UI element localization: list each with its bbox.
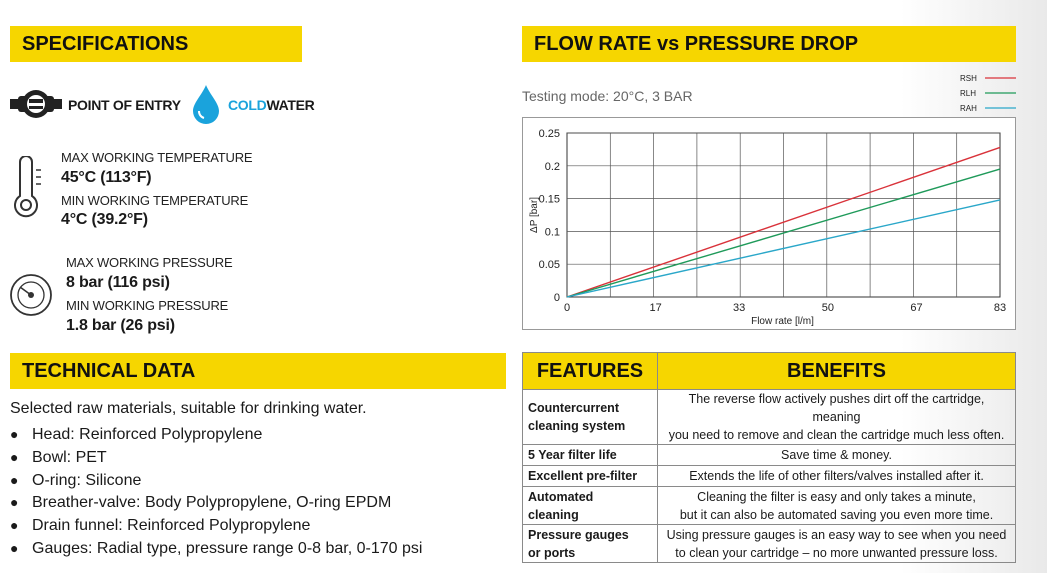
y-tick-label: 0.25	[538, 128, 560, 140]
table-row	[523, 487, 1016, 525]
y-tick-label: 0.15	[538, 193, 560, 206]
bullet-icon: ●	[10, 426, 19, 442]
bullet-icon: ●	[10, 539, 19, 556]
min-pressure-value: 1.8 bar (26 psi)	[66, 317, 175, 334]
bullet-icon: ●	[10, 448, 19, 465]
feature-line: Countercurrent	[528, 401, 619, 415]
features-header: FEATURES	[523, 353, 658, 390]
y-tick-label: 0.05	[538, 259, 560, 272]
list-item-text: Bowl: PET	[32, 448, 107, 466]
table-row	[523, 390, 1016, 445]
table-row	[523, 466, 1016, 487]
point-of-entry-label: POINT OF ENTRY	[68, 97, 181, 113]
bullet-icon: ●	[10, 517, 19, 534]
max-pressure-value: 8 bar (116 psi)	[66, 274, 170, 291]
feature-cell	[523, 487, 658, 525]
max-pressure-label: MAX WORKING PRESSURE	[66, 255, 233, 270]
benefit-line: to clean your cartridge – no more unwanted pressure loss.	[675, 545, 998, 560]
feature-cell	[523, 525, 658, 563]
feature-line: cleaning	[528, 507, 579, 522]
list-item-text: O-ring: Silicone	[32, 471, 142, 489]
benefit-line: Cleaning the filter is easy and only takes a minute,	[697, 489, 976, 504]
benefit-line: Using pressure gauges is an easy way to see when you need	[666, 527, 1007, 542]
benefit-line: Extends the life of other filters/valves installed after it.	[689, 469, 984, 483]
feature-line: cleaning system	[528, 419, 626, 433]
list-item-text: Gauges: Radial type, pressure range 0-8 bar, 0-170 psi	[32, 539, 423, 557]
technical-intro: Selected raw materials, suitable for drinking water.	[10, 400, 367, 417]
benefit-cell	[658, 466, 1016, 487]
technical-list	[10, 423, 422, 560]
feature-line: 5 Year filter life	[528, 448, 617, 462]
benefit-cell	[658, 390, 1016, 445]
min-pressure-label: MIN WORKING PRESSURE	[66, 298, 229, 313]
benefits-header: BENEFITS	[658, 353, 1016, 390]
x-axis-label: Flow rate [l/m]	[751, 316, 814, 327]
y-tick-label: 0	[553, 292, 560, 304]
benefit-cell	[658, 487, 1016, 525]
table-row	[523, 445, 1016, 466]
x-tick-label: 83	[993, 302, 1007, 314]
technical-data-heading: TECHNICAL DATA	[10, 353, 506, 389]
benefit-line: Save time & money.	[781, 448, 892, 462]
feature-cell	[523, 445, 658, 466]
benefit-line: but it can also be automated saving you even more time.	[679, 507, 994, 522]
benefit-cell	[658, 445, 1016, 466]
min-temp-value: 4°C (39.2°F)	[61, 211, 148, 228]
list-item	[10, 514, 422, 537]
max-temp-label: MAX WORKING TEMPERATURE	[61, 150, 253, 165]
max-temp-value: 45°C (113°F)	[61, 169, 152, 186]
flow-rate-heading: FLOW RATE vs PRESSURE DROP	[522, 26, 1016, 62]
list-item	[10, 446, 422, 469]
feature-cell	[523, 466, 658, 487]
list-item-text: Head: Reinforced Polypropylene	[32, 426, 263, 443]
list-item	[10, 469, 422, 492]
feature-cell	[523, 390, 658, 445]
x-tick-label: 0	[563, 302, 571, 314]
list-item	[10, 423, 422, 446]
legend-label: RAH	[960, 104, 977, 113]
feature-line: Automated	[528, 489, 594, 504]
y-tick-label: 0.1	[544, 226, 560, 239]
x-tick-label: 50	[821, 302, 834, 314]
legend-label: RSH	[960, 74, 977, 83]
benefit-line: The reverse flow actively pushes dirt off the cartridge, meaning	[688, 392, 985, 424]
benefit-line: you need to remove and clean the cartridge much less often.	[668, 428, 1005, 442]
x-tick-label: 17	[649, 302, 662, 314]
testing-mode-text: Testing mode: 20°C, 3 BAR	[522, 88, 693, 104]
feature-line: Excellent pre-filter	[528, 469, 638, 483]
feature-line: Pressure gauges	[528, 527, 629, 542]
list-item-text: Drain funnel: Reinforced Polypropylene	[32, 517, 311, 535]
table-row	[523, 525, 1016, 563]
min-temp-label: MIN WORKING TEMPERATURE	[61, 193, 249, 208]
features-benefits-table	[522, 352, 1016, 563]
list-item	[10, 537, 422, 560]
bullet-icon: ●	[10, 471, 19, 488]
table-header-row	[523, 353, 1016, 390]
y-axis-label: ΔP [bar]	[529, 197, 540, 233]
feature-line: or ports	[528, 545, 576, 560]
x-tick-label: 67	[910, 302, 923, 314]
cold-text: COLD	[228, 97, 267, 113]
list-item	[10, 491, 422, 514]
bullet-icon: ●	[10, 494, 19, 511]
specifications-heading: SPECIFICATIONS	[10, 26, 302, 62]
benefit-cell	[658, 525, 1016, 563]
list-item-text: Breather-valve: Body Polypropylene, O-ring EPDM	[32, 494, 392, 512]
water-text: WATER	[266, 97, 315, 113]
x-tick-label: 33	[733, 302, 746, 314]
legend-label: RLH	[960, 89, 977, 98]
y-tick-label: 0.2	[544, 160, 560, 173]
